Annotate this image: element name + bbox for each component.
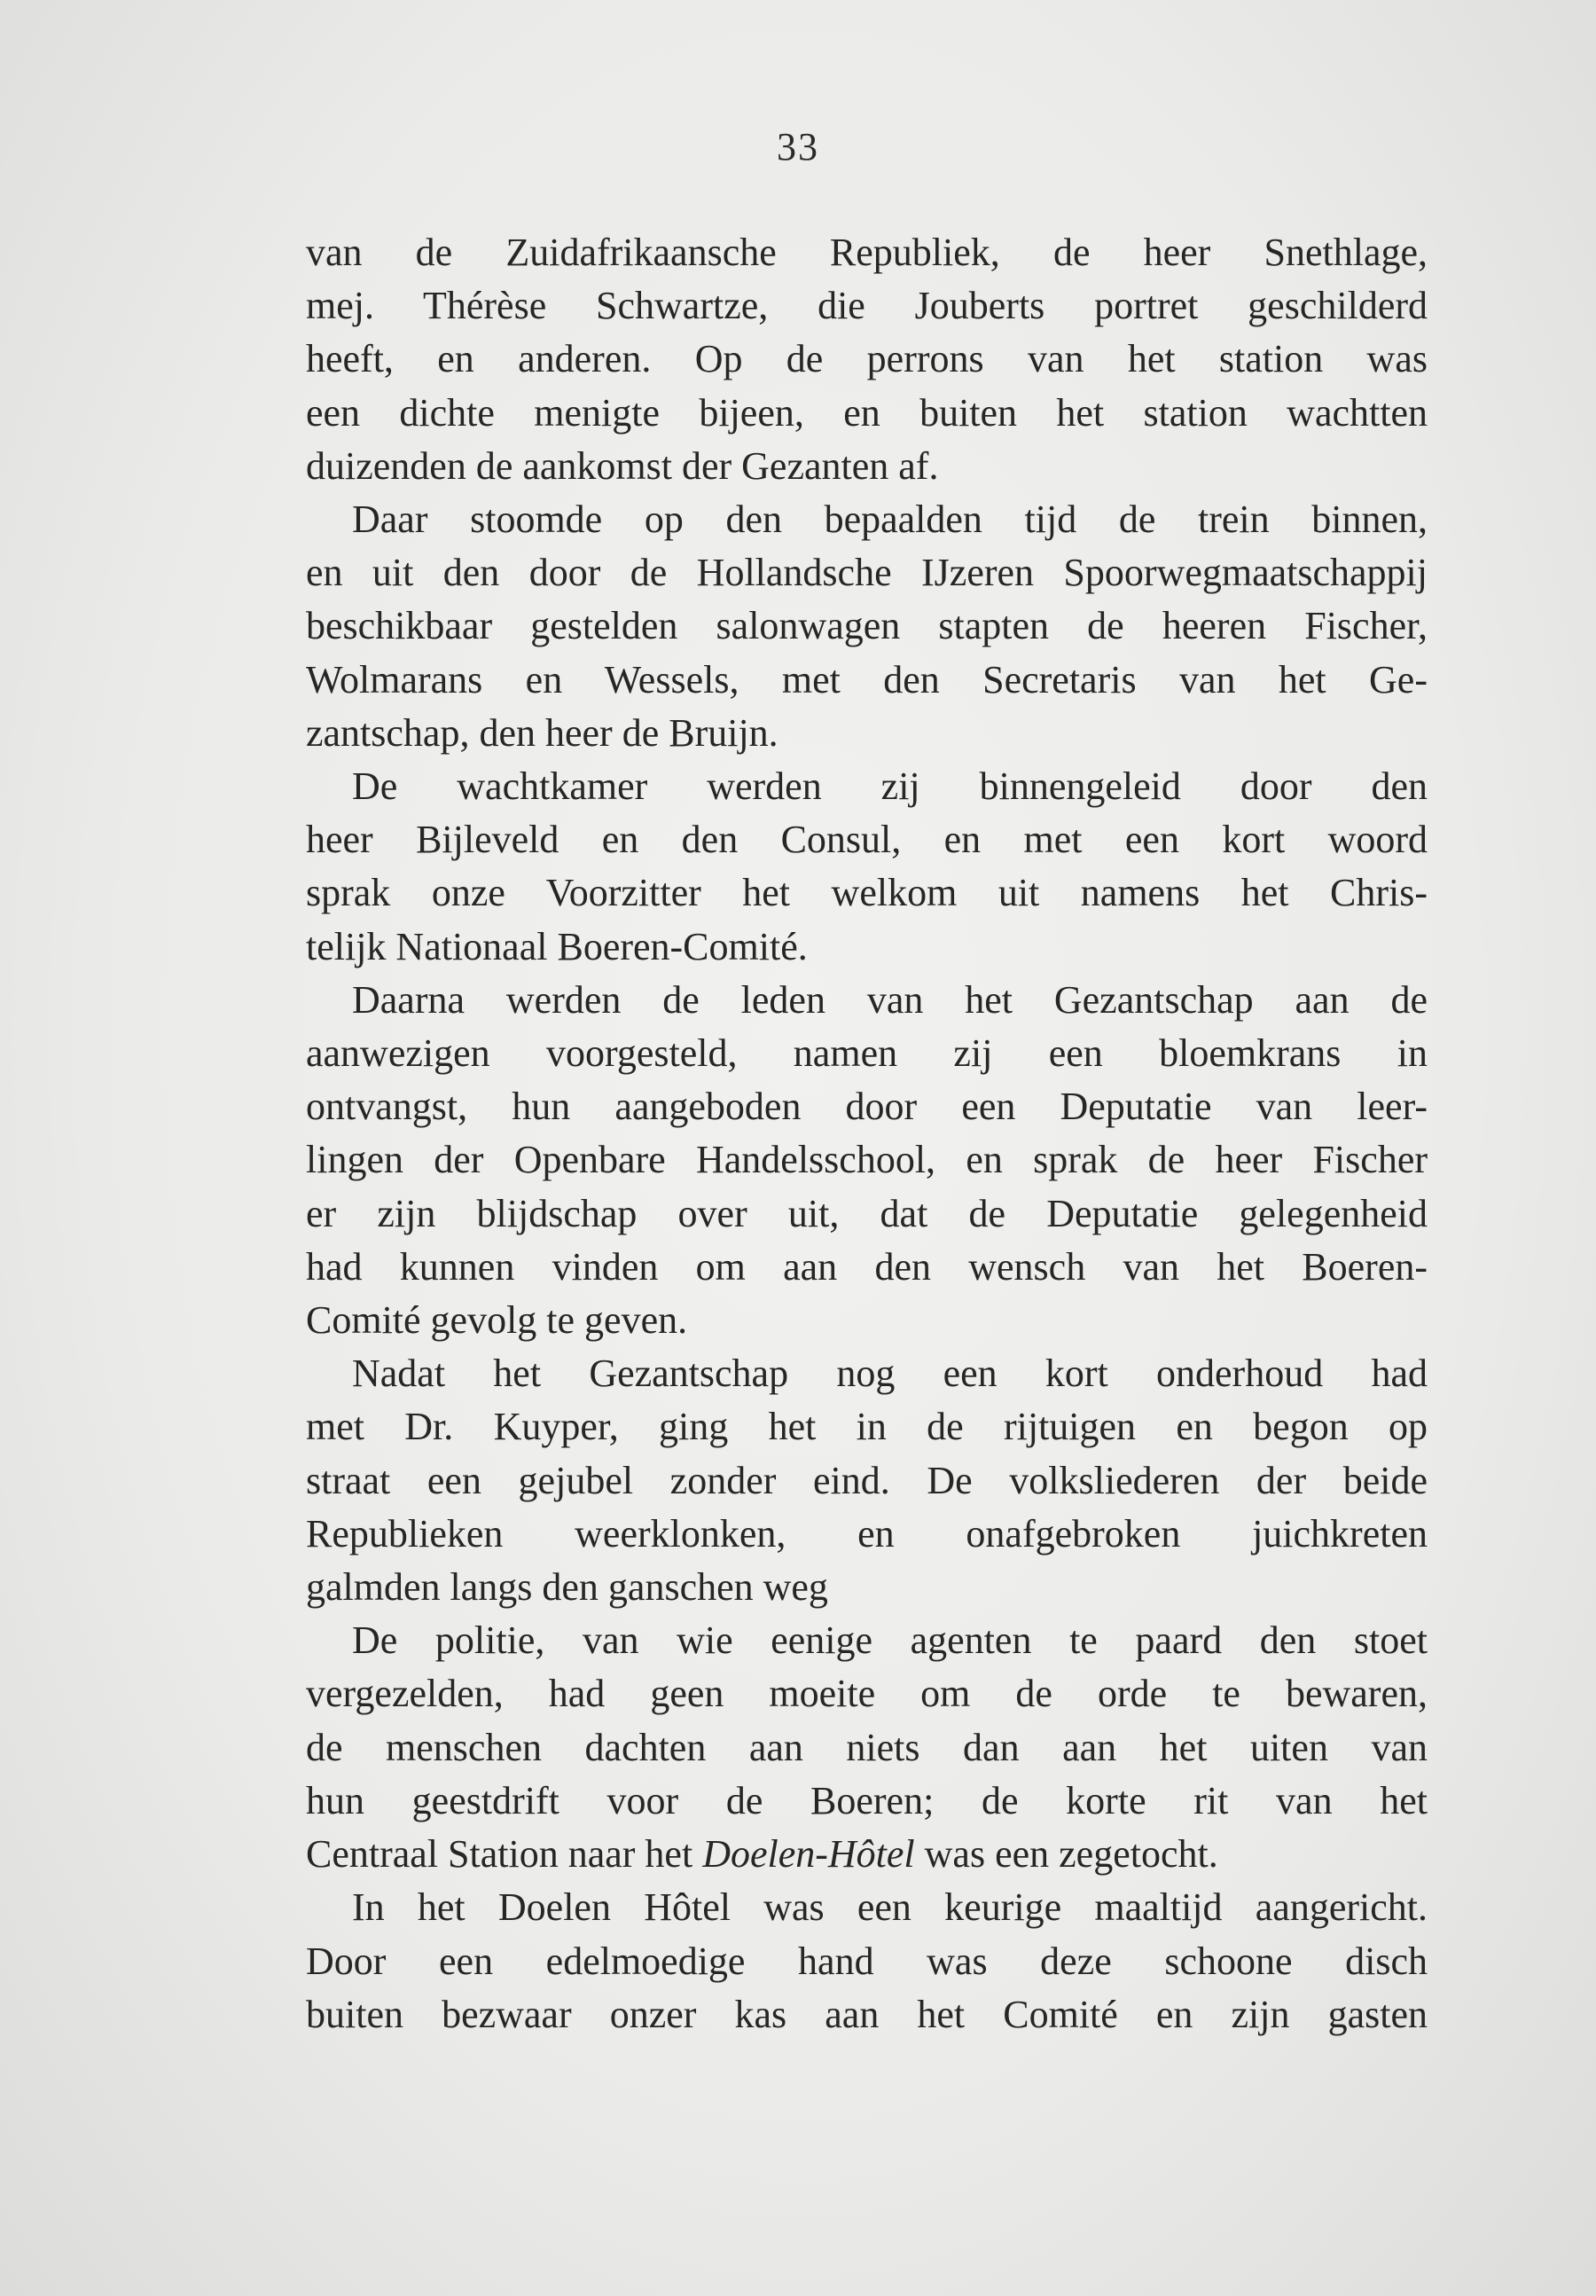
text-line: er zijn blijdschap over uit, dat de Deputatie gelegenheid: [306, 1191, 1428, 1235]
text-line: vergezelden, had geen moeite om de orde te bewaren,: [306, 1672, 1428, 1716]
text-run: was een zegetocht.: [914, 1832, 1218, 1877]
text-line: De wachtkamer werden zij binnengeleid door den: [352, 764, 1428, 809]
text-line: Door een edelmoedige hand was deze schoone disch: [306, 1939, 1428, 1983]
text-line: straat een gejubel zonder eind. De volksliederen der beide: [306, 1458, 1428, 1502]
text-line: mej. Thérèse Schwartze, die Jouberts portret geschilderd: [306, 284, 1428, 328]
text-line: In het Doelen Hôtel was een keurige maaltijd aangericht.: [352, 1885, 1428, 1930]
text-line: ontvangst, hun aangeboden door een Deputatie van leer-: [306, 1085, 1428, 1129]
italic-hotel-name: Doelen-Hôtel: [702, 1832, 915, 1877]
text-line: Daar stoomde op den bepaalden tijd de trein binnen,: [352, 498, 1428, 542]
text-line: had kunnen vinden om aan den wensch van het Boeren-: [306, 1244, 1428, 1289]
text-line-mixed: [306, 1828, 1428, 1881]
page-number: 33: [777, 125, 819, 168]
text-line: galmden langs den ganschen weg: [306, 1565, 828, 1610]
text-line: duizenden de aankomst der Gezanten af.: [306, 443, 939, 488]
text-line: lingen der Openbare Handelsschool, en sprak de heer Fischer: [306, 1138, 1428, 1182]
text-line: buiten bezwaar onzer kas aan het Comité en zijn gasten: [306, 1992, 1428, 2036]
text-line: een dichte menigte bijeen, en buiten het station wachtten: [306, 390, 1428, 435]
text-line: Wolmarans en Wessels, met den Secretaris van het Ge-: [306, 657, 1428, 701]
text-line: aanwezigen voorgesteld, namen zij een bloemkrans in: [306, 1031, 1428, 1076]
text-line: zantschap, den heer de Bruijn.: [306, 710, 778, 755]
text-line: heeft, en anderen. Op de perrons van het station was: [306, 337, 1428, 381]
text-line: Daarna werden de leden van het Gezantschap aan de: [352, 977, 1428, 1022]
body-text: [306, 226, 1428, 2041]
text-line: Republieken weerklonken, en onafgebroken juichkreten: [306, 1511, 1428, 1555]
text-line: beschikbaar gestelden salonwagen stapten de heeren Fischer,: [306, 604, 1428, 648]
text-line: heer Bijleveld en den Consul, en met een kort woord: [306, 818, 1428, 862]
text-line: en uit den door de Hollandsche IJzeren Spoorwegmaatschappij: [306, 551, 1428, 595]
text-line: sprak onze Voorzitter het welkom uit namens het Chris-: [306, 871, 1428, 915]
text-line: Nadat het Gezantschap nog een kort onderhoud had: [352, 1352, 1428, 1396]
text-run: Centraal Station naar het: [306, 1832, 703, 1877]
text-line: de menschen dachten aan niets dan aan het uiten van: [306, 1725, 1428, 1769]
text-line: van de Zuidafrikaansche Republiek, de heer Snethlage,: [306, 231, 1428, 274]
text-line: telijk Nationaal Boeren-Comité.: [306, 924, 808, 968]
text-line: hun geestdrift voor de Boeren; de korte rit van het: [306, 1778, 1428, 1822]
text-line: met Dr. Kuyper, ging het in de rijtuigen en begon op: [306, 1405, 1428, 1449]
text-line: Comité gevolg te geven.: [306, 1298, 688, 1343]
text-line: De politie, van wie eenige agenten te paard den stoet: [352, 1618, 1428, 1663]
